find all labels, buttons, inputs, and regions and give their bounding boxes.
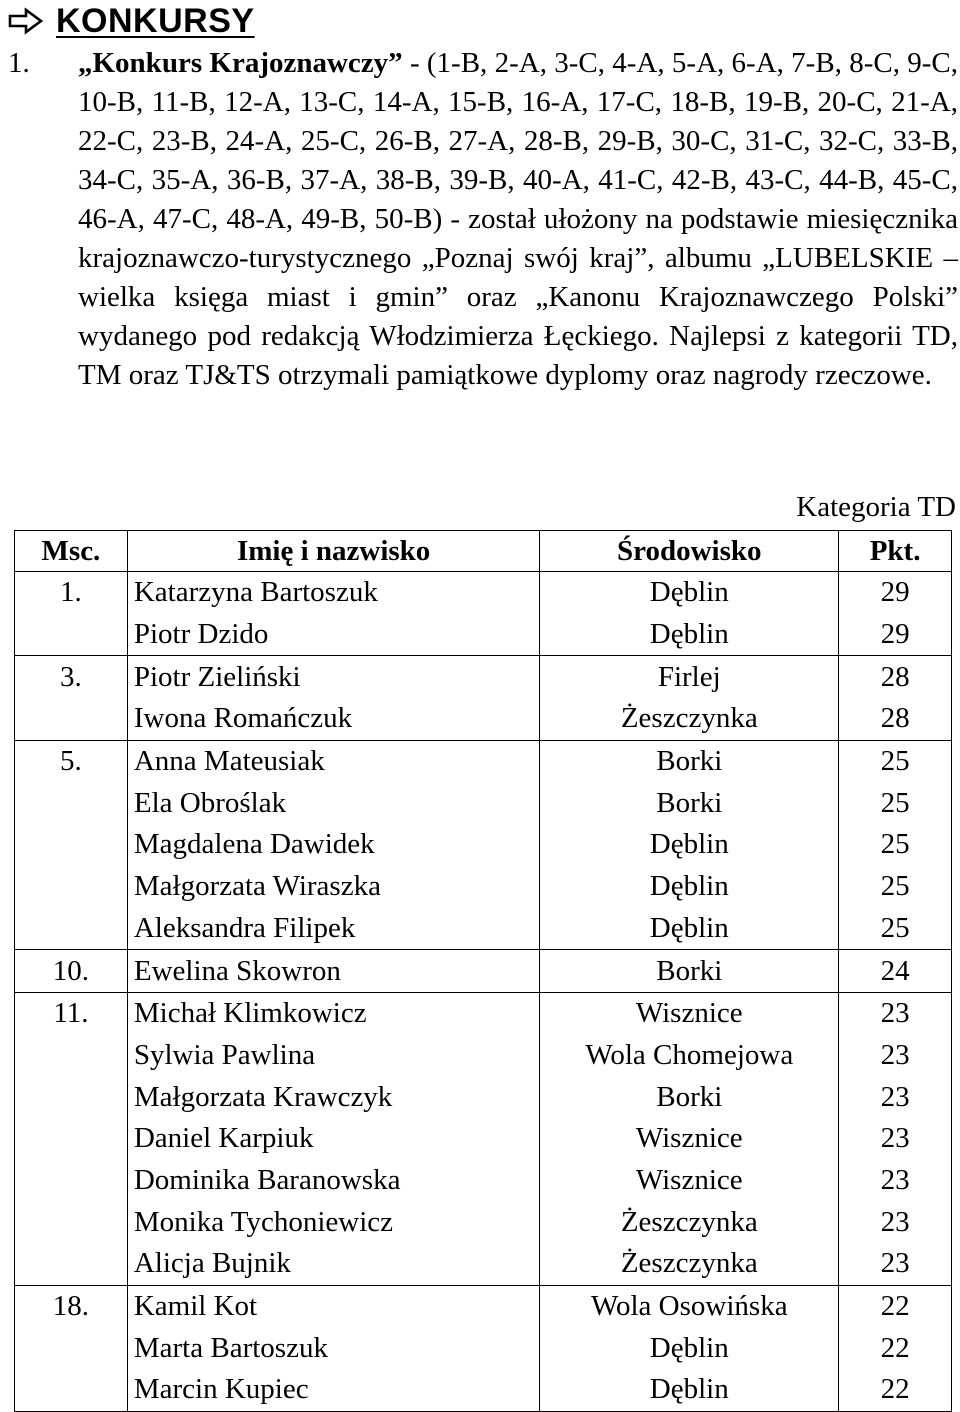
points-cell: 23 (839, 1076, 952, 1118)
environment-cell: Borki (540, 1076, 839, 1118)
name-cell: Marta Bartoszuk (127, 1327, 540, 1369)
environment-cell: Dęblin (540, 572, 839, 614)
table-row (15, 1076, 952, 1118)
name-cell: Iwona Romańczuk (127, 698, 540, 740)
header-environment: Środowisko (540, 531, 839, 572)
category-label: Kategoria TD (796, 491, 956, 523)
table-row (15, 1243, 952, 1285)
environment-cell: Żeszczynka (540, 1243, 839, 1285)
section-header (8, 0, 255, 42)
name-cell: Dominika Baranowska (127, 1160, 540, 1202)
points-cell: 23 (839, 1160, 952, 1202)
table-row (15, 1160, 952, 1202)
place-cell (15, 1118, 128, 1160)
points-cell: 22 (839, 1327, 952, 1369)
points-cell: 25 (839, 740, 952, 782)
table-header-row (15, 531, 952, 572)
place-cell: 1. (15, 572, 128, 614)
name-cell: Daniel Karpiuk (127, 1118, 540, 1160)
environment-cell: Żeszczynka (540, 1201, 839, 1243)
table-row (15, 614, 952, 656)
table-row (15, 824, 952, 866)
contest-description (8, 44, 958, 395)
name-cell: Ewelina Skowron (127, 950, 540, 993)
table-row (15, 1285, 952, 1327)
place-cell: 3. (15, 656, 128, 698)
table-row (15, 950, 952, 993)
table-row (15, 782, 952, 824)
contest-text: - (1-B, 2-A, 3-C, 4-A, 5-A, 6-A, 7-B, 8-C, 9-C, 10-B, 11-B, 12-A, 13-C, 14-A, 15-B, 16-A, 17-C, 18-B, 19-B, 20-C, 21-A, 22-C, 23-B, 24-A, 25-C, 26-B, 27-A, 28-B, 29-B, 30-C, 31-C, 32-C, 33-B, 34-C, 35-A, 36-B, 37-A, 38-B, 39-B, 40-A, 41-C, 42-B, 43-C, 44-B, 45-C, 46-A, 47-C, 48-A, 49-B, 50-B) - został ułożony na podstawie miesięcznika krajoznawczo-turystycznego „Poznaj swój kraj”, albumu „LUBELSKIE – wielka księga miast i gmin” oraz „Kanonu Krajoznawczego Polski” wydanego pod redakcją Włodzimierza Łęckiego. Najlepsi z kategorii TD, TM oraz TJ&TS otrzymali pamiątkowe dyplomy oraz nagrody rzeczowe. (78, 47, 959, 391)
points-cell: 23 (839, 992, 952, 1034)
name-cell: Małgorzata Krawczyk (127, 1076, 540, 1118)
environment-cell: Wola Chomejowa (540, 1035, 839, 1077)
header-points: Pkt. (839, 531, 952, 572)
table-row (15, 866, 952, 908)
results-table (14, 530, 952, 1412)
place-cell (15, 824, 128, 866)
points-cell: 23 (839, 1243, 952, 1285)
place-cell (15, 1369, 128, 1411)
table-row (15, 992, 952, 1034)
points-cell: 25 (839, 908, 952, 950)
place-cell (15, 614, 128, 656)
name-cell: Ela Obroślak (127, 782, 540, 824)
header-place: Msc. (15, 531, 128, 572)
name-cell: Alicja Bujnik (127, 1243, 540, 1285)
place-cell (15, 866, 128, 908)
points-cell: 25 (839, 824, 952, 866)
name-cell: Katarzyna Bartoszuk (127, 572, 540, 614)
place-cell (15, 1035, 128, 1077)
points-cell: 25 (839, 866, 952, 908)
environment-cell: Dęblin (540, 1369, 839, 1411)
table-row (15, 1327, 952, 1369)
table-row (15, 908, 952, 950)
environment-cell: Dęblin (540, 824, 839, 866)
name-cell: Michał Klimkowicz (127, 992, 540, 1034)
name-cell: Marcin Kupiec (127, 1369, 540, 1411)
environment-cell: Wisznice (540, 1160, 839, 1202)
place-cell (15, 908, 128, 950)
environment-cell: Dęblin (540, 866, 839, 908)
table-row (15, 572, 952, 614)
environment-cell: Firlej (540, 656, 839, 698)
name-cell: Magdalena Dawidek (127, 824, 540, 866)
place-cell (15, 1243, 128, 1285)
place-cell: 5. (15, 740, 128, 782)
environment-cell: Wisznice (540, 992, 839, 1034)
place-cell (15, 782, 128, 824)
points-cell: 29 (839, 572, 952, 614)
environment-cell: Wisznice (540, 1118, 839, 1160)
table-row (15, 1035, 952, 1077)
section-title: KONKURSY (56, 1, 255, 40)
table-row (15, 1118, 952, 1160)
name-cell: Monika Tychoniewicz (127, 1201, 540, 1243)
points-cell: 22 (839, 1369, 952, 1411)
name-cell: Sylwia Pawlina (127, 1035, 540, 1077)
table-row (15, 1201, 952, 1243)
name-cell: Małgorzata Wiraszka (127, 866, 540, 908)
environment-cell: Dęblin (540, 1327, 839, 1369)
results-body (15, 572, 952, 1412)
name-cell: Piotr Dzido (127, 614, 540, 656)
table-row (15, 740, 952, 782)
table-row (15, 656, 952, 698)
place-cell: 11. (15, 992, 128, 1034)
points-cell: 25 (839, 782, 952, 824)
place-cell (15, 1327, 128, 1369)
environment-cell: Borki (540, 950, 839, 993)
name-cell: Piotr Zieliński (127, 656, 540, 698)
name-cell: Kamil Kot (127, 1285, 540, 1327)
points-cell: 29 (839, 614, 952, 656)
place-cell (15, 1160, 128, 1202)
environment-cell: Żeszczynka (540, 698, 839, 740)
place-cell: 18. (15, 1285, 128, 1327)
points-cell: 23 (839, 1118, 952, 1160)
points-cell: 28 (839, 656, 952, 698)
item-body (78, 44, 958, 395)
environment-cell: Wola Osowińska (540, 1285, 839, 1327)
arrow-right-outline-icon (8, 7, 44, 35)
points-cell: 24 (839, 950, 952, 993)
environment-cell: Dęblin (540, 614, 839, 656)
table-row (15, 698, 952, 740)
points-cell: 23 (839, 1201, 952, 1243)
environment-cell: Dęblin (540, 908, 839, 950)
header-name: Imię i nazwisko (127, 531, 540, 572)
place-cell: 10. (15, 950, 128, 993)
table-row (15, 1369, 952, 1411)
name-cell: Anna Mateusiak (127, 740, 540, 782)
points-cell: 23 (839, 1035, 952, 1077)
points-cell: 22 (839, 1285, 952, 1327)
item-number: 1. (8, 47, 30, 79)
name-cell: Aleksandra Filipek (127, 908, 540, 950)
environment-cell: Borki (540, 782, 839, 824)
environment-cell: Borki (540, 740, 839, 782)
place-cell (15, 1201, 128, 1243)
points-cell: 28 (839, 698, 952, 740)
contest-title: „Konkurs Krajoznawczy” (78, 47, 403, 79)
place-cell (15, 1076, 128, 1118)
place-cell (15, 698, 128, 740)
